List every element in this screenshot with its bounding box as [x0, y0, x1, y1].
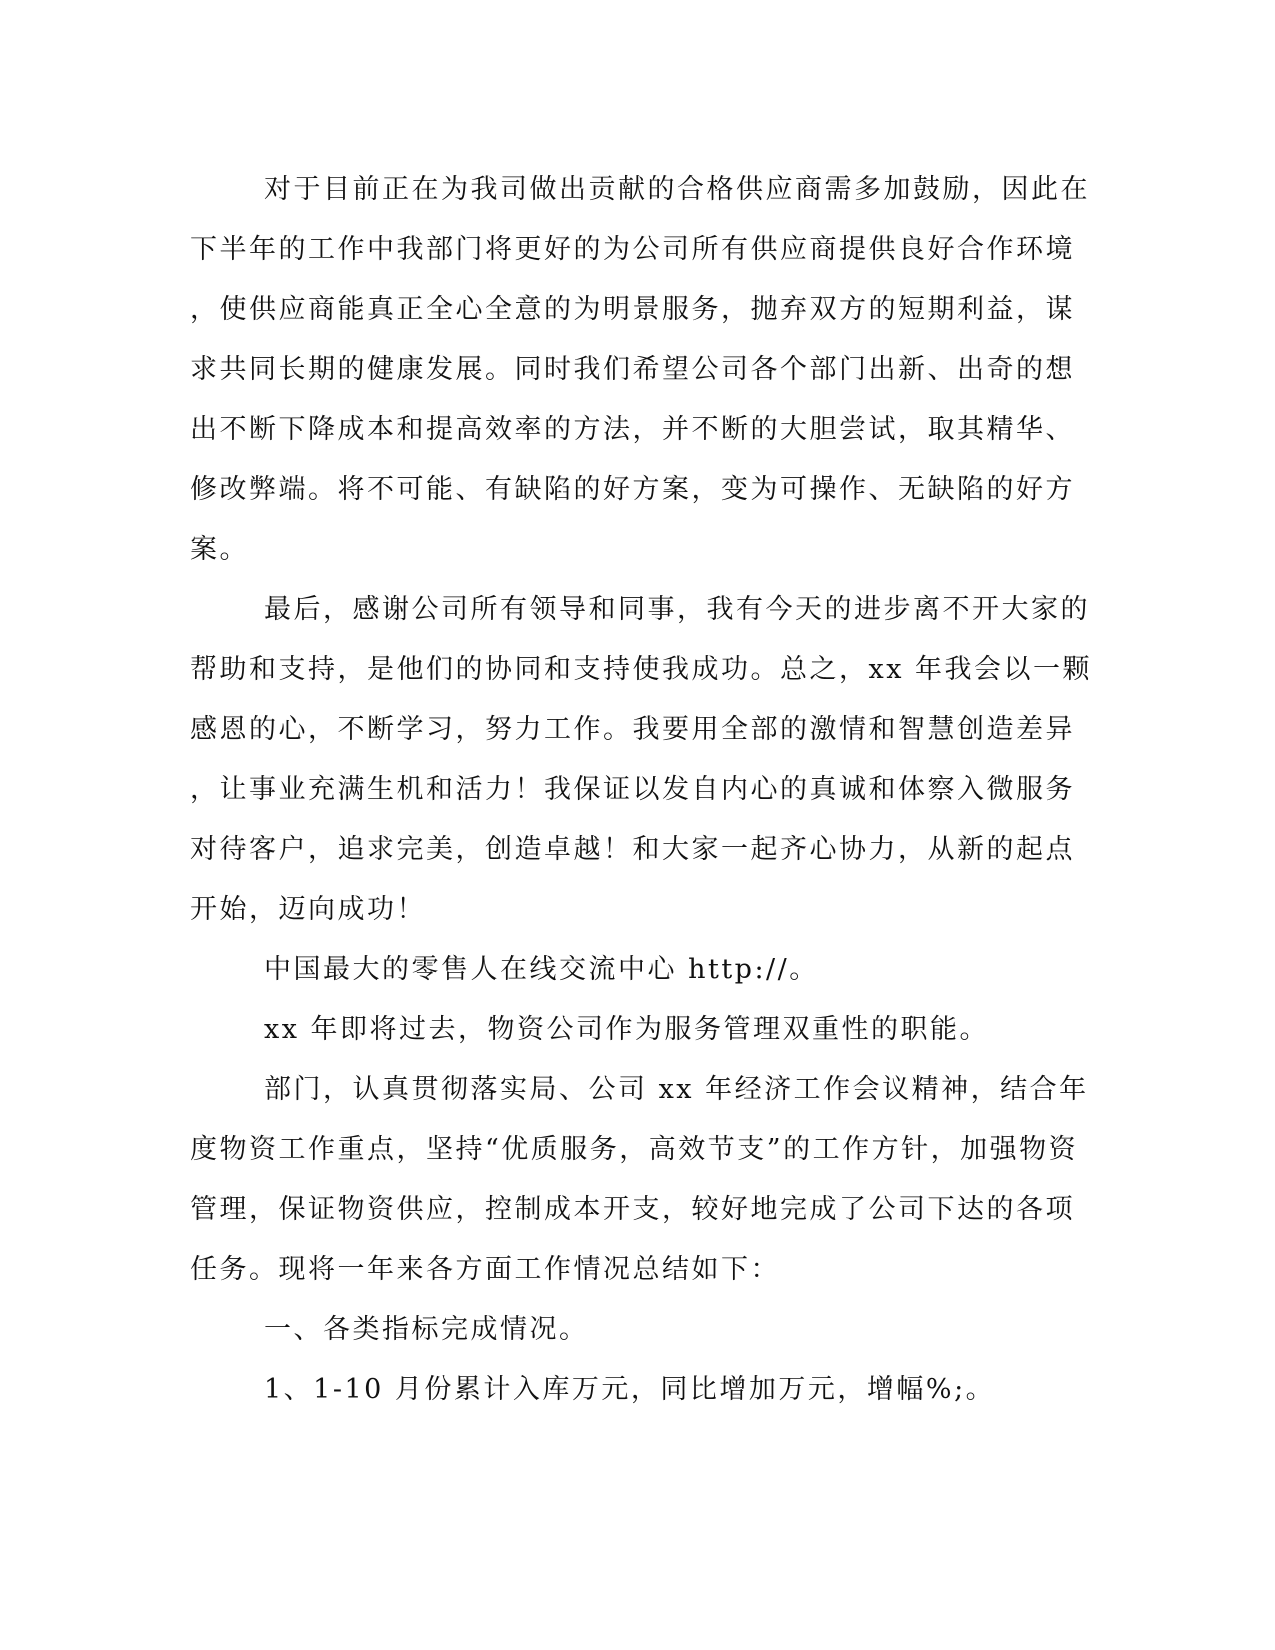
paragraph-5-line-2: 度物资工作重点，坚持“优质服务，高效节支”的工作方针，加强物资: [190, 1134, 1079, 1165]
paragraph-5-line-4: 任务。现将一年来各方面工作情况总结如下：: [190, 1254, 780, 1285]
paragraph-2-line-5: 对待客户，追求完美，创造卓越！和大家一起齐心协力，从新的起点: [190, 834, 1075, 865]
paragraph-1-line-2: 下半年的工作中我部门将更好的为公司所有供应商提供良好合作环境: [190, 234, 1075, 265]
paragraph-3-line-1: 中国最大的零售人在线交流中心 http://。: [264, 954, 819, 985]
paragraph-1-line-4: 求共同长期的健康发展。同时我们希望公司各个部门出新、出奇的想: [190, 354, 1075, 385]
paragraph-5-line-3: 管理，保证物资供应，控制成本开支，较好地完成了公司下达的各项: [190, 1194, 1075, 1225]
list-item: 1、1-10 月份累计入库万元，同比增加万元，增幅%;。: [264, 1374, 996, 1405]
paragraph-1-line-5: 出不断下降成本和提高效率的方法，并不断的大胆尝试，取其精华、: [190, 414, 1075, 445]
section-heading: 一、各类指标完成情况。: [264, 1314, 589, 1345]
paragraph-1-line-7: 案。: [190, 534, 249, 565]
paragraph-4-line-1: xx 年即将过去，物资公司作为服务管理双重性的职能。: [264, 1014, 990, 1045]
paragraph-2-line-3: 感恩的心，不断学习，努力工作。我要用全部的激情和智慧创造差异: [190, 714, 1075, 745]
paragraph-2-line-4: ，让事业充满生机和活力！我保证以发自内心的真诚和体察入微服务: [190, 774, 1075, 805]
paragraph-1-line-6: 修改弊端。将不可能、有缺陷的好方案，变为可操作、无缺陷的好方: [190, 474, 1075, 505]
paragraph-1-line-1: 对于目前正在为我司做出贡献的合格供应商需多加鼓励，因此在: [264, 174, 1090, 205]
paragraph-2-line-1: 最后，感谢公司所有领导和同事，我有今天的进步离不开大家的: [264, 594, 1090, 625]
paragraph-5-line-1: 部门，认真贯彻落实局、公司 xx 年经济工作会议精神，结合年: [264, 1074, 1089, 1105]
paragraph-1-line-3: ，使供应商能真正全心全意的为明景服务，抛弃双方的短期利益，谋: [190, 294, 1075, 325]
paragraph-2-line-2: 帮助和支持，是他们的协同和支持使我成功。总之，xx 年我会以一颗: [190, 654, 1093, 685]
paragraph-2-line-6: 开始，迈向成功！: [190, 894, 426, 925]
